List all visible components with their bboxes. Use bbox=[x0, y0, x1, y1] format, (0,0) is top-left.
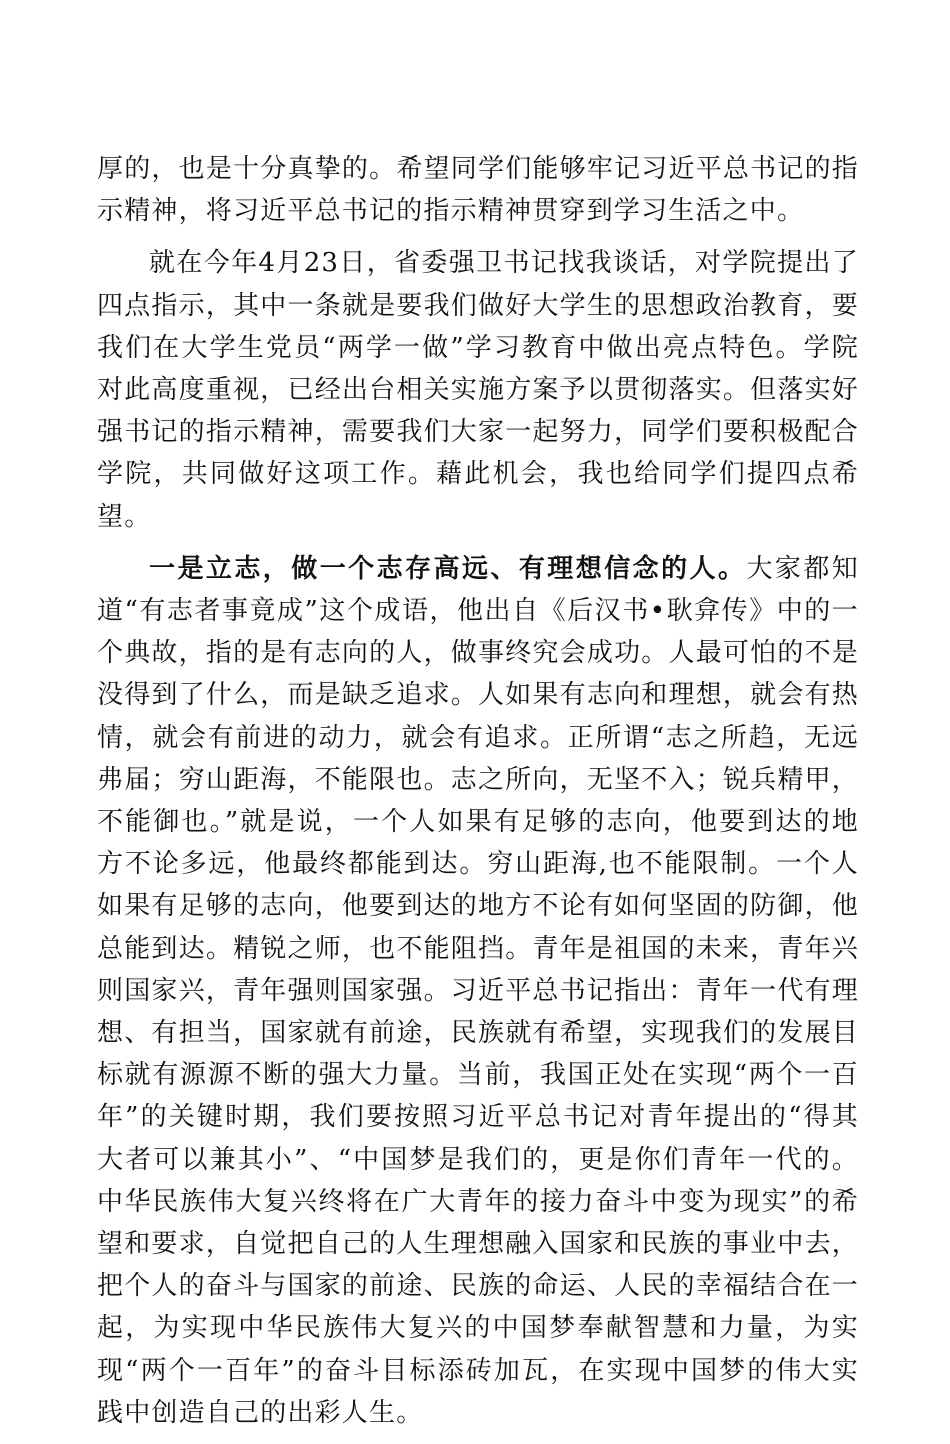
paragraph-text: 厚的，也是十分真挚的。希望同学们能够牢记习近平总书记的指示精神，将习近平总书记的指示精神贯穿到学习生活之中。 bbox=[97, 154, 859, 227]
paragraph-continuation bbox=[97, 148, 859, 232]
document-page bbox=[97, 148, 859, 1444]
paragraph-text: 大家都知道“有志者事竟成”这个成语，他出自《后汉书•耿弇传》中的一个典故，指的是有志向的人，做事终究会成功。人最可怕的不是没得到了什么，而是缺乏追求。人如果有志向和理想，就会有热情，就会有前进的动力，就会有追求。正所谓“志之所趋，无远弗届；穷山距海，不能限也。志之所向，无坚不入；锐兵精甲，不能御也。”就是说，一个人如果有足够的志向，他要到达的地方不论多远，他最终都能到达。穷山距海,也不能限制。一个人如果有足够的志向，他要到达的地方不论有如何坚固的防御，他总能到达。精锐之师，也不能阻挡。青年是祖国的未来，青年兴则国家兴，青年强则国家强。习近平总书记指出：青年一代有理想、有担当，国家就有前途，民族就有希望，实现我们的发展目标就有源源不断的强大力量。当前，我国正处在实现“两个一百年”的关键时期，我们要按照习近平总书记对青年提出的“得其大者可以兼其小”、“中国梦是我们的，更是你们青年一代的。中华民族伟大复兴终将在广大青年的接力奋斗中变为现实”的希望和要求，自觉把自己的人生理想融入国家和民族的事业中去，把个人的奋斗与国家的前途、民族的命运、人民的幸福结合在一起，为实现中华民族伟大复兴的中国梦奉献智慧和力量，为实现“两个一百年”的奋斗目标添砖加瓦，在实现中国梦的伟大实践中创造自己的出彩人生。 bbox=[97, 553, 859, 1428]
paragraph-text: 就在今年4月23日，省委强卫书记找我谈话，对学院提出了四点指示，其中一条就是要我们做好大学生的思想政治教育，要我们在大学生党员“两学一做”学习教育中做出亮点特色。学院对此高度重视，已经出台相关实施方案予以贯彻落实。但落实好强书记的指示精神，需要我们大家一起努力，同学们要积极配合学院，共同做好这项工作。藉此机会，我也给同学们提四点希望。 bbox=[97, 248, 859, 532]
paragraph-heading: 一是立志，做一个志存高远、有理想信念的人。 bbox=[149, 553, 747, 584]
paragraph-talk bbox=[97, 242, 859, 537]
paragraph-aspiration bbox=[97, 548, 859, 1434]
